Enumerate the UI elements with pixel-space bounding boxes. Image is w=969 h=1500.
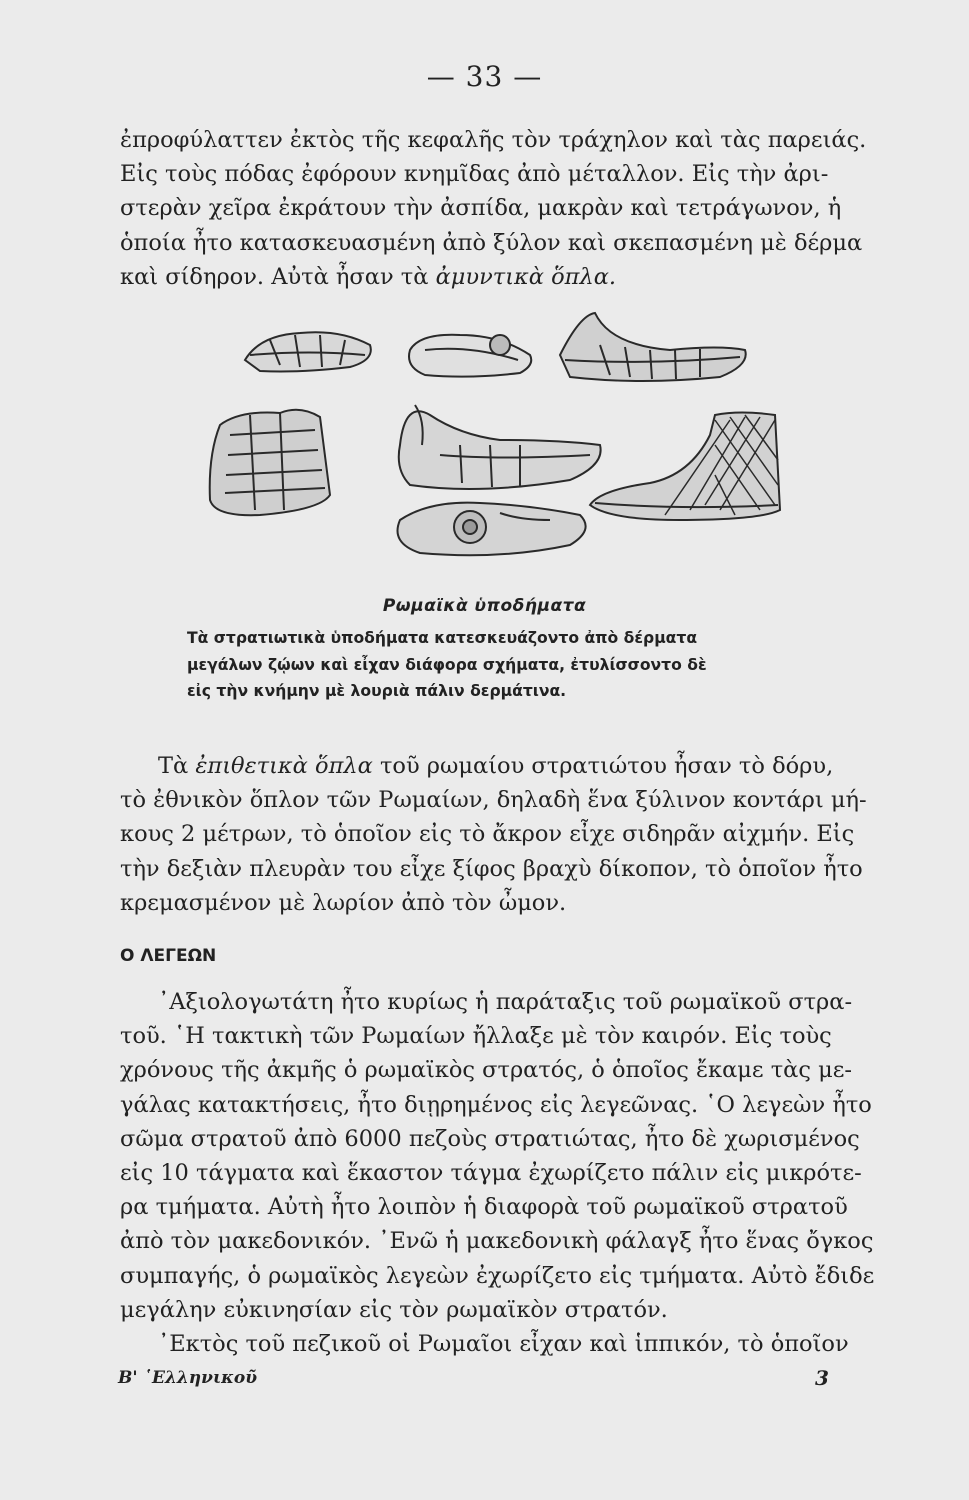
intro-paragraph	[120, 123, 880, 294]
text-line: τὴν δεξιὰν πλευρὰν του εἶχε ξίφος βραχὺ δίκοπον, τὸ ὁποῖον ἦτο	[120, 855, 863, 882]
caption-line: μεγάλων ζῴων καὶ εἶχαν διάφορα σχήματα, ἐτυλίσσοντο δὲ	[187, 655, 707, 674]
text-line: ἀπὸ τὸν μακεδονικόν. ᾿Ενῶ ἡ μακεδονικὴ φάλαγξ ἦτο ἕνας ὄγκος	[120, 1228, 874, 1255]
text-line: σῶμα στρατοῦ ἀπὸ 6000 πεζοὺς στρατιώτας, ἦτο δὲ χωρισμένος	[120, 1125, 860, 1152]
text-line: ᾿Αξιολογωτάτη ἦτο κυρίως ἡ παράταξις τοῦ ρωμαϊκοῦ στρα-	[158, 989, 853, 1015]
text-line: στερὰν χεῖρα ἐκράτουν τὴν ἀσπίδα, μακρὰν καὶ τετράγωνον, ἡ	[120, 195, 842, 222]
embroidered-shoe-drawing	[398, 503, 586, 556]
text-line	[120, 749, 880, 783]
sandal-drawing	[245, 332, 371, 371]
section-heading: Ο ΛΕΓΕΩΝ	[120, 946, 217, 966]
caption-line: εἰς τὴν κνήμην μὲ λουριὰ πάλιν δερμάτινα.	[187, 682, 567, 700]
roman-shoes-illustration	[200, 305, 800, 575]
text-line: Εἰς τοὺς πόδας ἐφόρουν κνημῖδας ἀπὸ μέταλλον. Εἰς τὴν ἀρι-	[120, 161, 829, 188]
legion-paragraph	[120, 985, 880, 1361]
text-line	[120, 260, 880, 294]
text-line: γάλας κατακτήσεις, ἦτο διῃρημένος εἰς λεγεῶνας. ῾Ο λεγεὼν ἦτο	[120, 1091, 872, 1118]
text-segment: Τὰ	[158, 753, 196, 779]
footer-sheet-number: 3	[815, 1366, 829, 1390]
strapped-shoe-drawing	[399, 405, 601, 489]
laced-shoe-drawing	[560, 313, 746, 381]
text-line: ᾿Εκτὸς τοῦ πεζικοῦ οἱ Ρωμαῖοι εἶχαν καὶ ἱππικόν, τὸ ὁποῖον	[158, 1330, 849, 1357]
text-segment: καὶ σίδηρον. Αὐτὰ ἦσαν τὰ	[120, 263, 436, 290]
text-line: μεγάλην εὐκινησίαν εἰς τὸν ρωμαϊκὸν στρατόν.	[120, 1296, 668, 1323]
text-line: χρόνους τῆς ἀκμῆς ὁ ρωμαϊκὸς στρατός, ὁ ὁποῖος ἔκαμε τὰς με-	[120, 1057, 852, 1084]
text-line: τοῦ. ῾Η τακτικὴ τῶν Ρωμαίων ἤλλαξε μὲ τὸν καιρόν. Εἰς τοὺς	[120, 1023, 832, 1050]
lattice-boot-drawing	[590, 413, 780, 521]
text-line: τὸ ἐθνικὸν ὅπλον τῶν Ρωμαίων, δηλαδὴ ἕνα ξύλινον κοντάρι μή-	[120, 787, 867, 814]
footer-signature: Β' ῾Ελληνικοῦ	[118, 1368, 258, 1388]
figure-caption-title: Ρωμαϊκὰ ὑποδήματα	[382, 596, 587, 616]
text-line: εἰς 10 τάγματα καὶ ἕκαστον τάγμα ἐχωρίζετο πάλιν εἰς μικρότε-	[120, 1159, 862, 1186]
text-line: κρεμασμένον μὲ λωρίον ἀπὸ τὸν ὦμον.	[120, 889, 567, 916]
caption-line: Τὰ στρατιωτικὰ ὑποδήματα κατεσκευάζοντο ἀπὸ δέρματα	[187, 629, 698, 647]
slipper-drawing	[409, 335, 531, 377]
weapons-paragraph	[120, 749, 880, 920]
text-segment: τοῦ ρωμαίου στρατιώτου ἦσαν τὸ δόρυ,	[372, 753, 834, 779]
text-line: ἐπροφύλαττεν ἐκτὸς τῆς κεφαλῆς τὸν τράχηλον καὶ τὰς παρειάς.	[120, 127, 867, 153]
figure-caption	[187, 625, 817, 705]
text-line: συμπαγής, ὁ ρωμαϊκὸς λεγεὼν ἐχωρίζετο εἰς τμήματα. Αὐτὸ ἔδιδε	[120, 1262, 875, 1289]
text-line: ρα τμήματα. Αὐτὴ ἦτο λοιπὸν ἡ διαφορὰ τοῦ ρωμαϊκοῦ στρατοῦ	[120, 1194, 848, 1221]
page-number: — 33 —	[426, 60, 543, 93]
italic-term: ἀμυντικὰ ὅπλα.	[435, 263, 617, 290]
text-line: ὁποία ἦτο κατασκευασμένη ἀπὸ ξύλον καὶ σκεπασμένη μὲ δέρμα	[120, 229, 863, 256]
text-line: κους 2 μέτρων, τὸ ὁποῖον εἰς τὸ ἄκρον εἶχε σιδηρᾶν αἰχμήν. Εἰς	[120, 821, 855, 848]
boot-drawing	[210, 410, 330, 515]
italic-term: ἐπιθετικὰ ὅπλα	[195, 753, 373, 779]
